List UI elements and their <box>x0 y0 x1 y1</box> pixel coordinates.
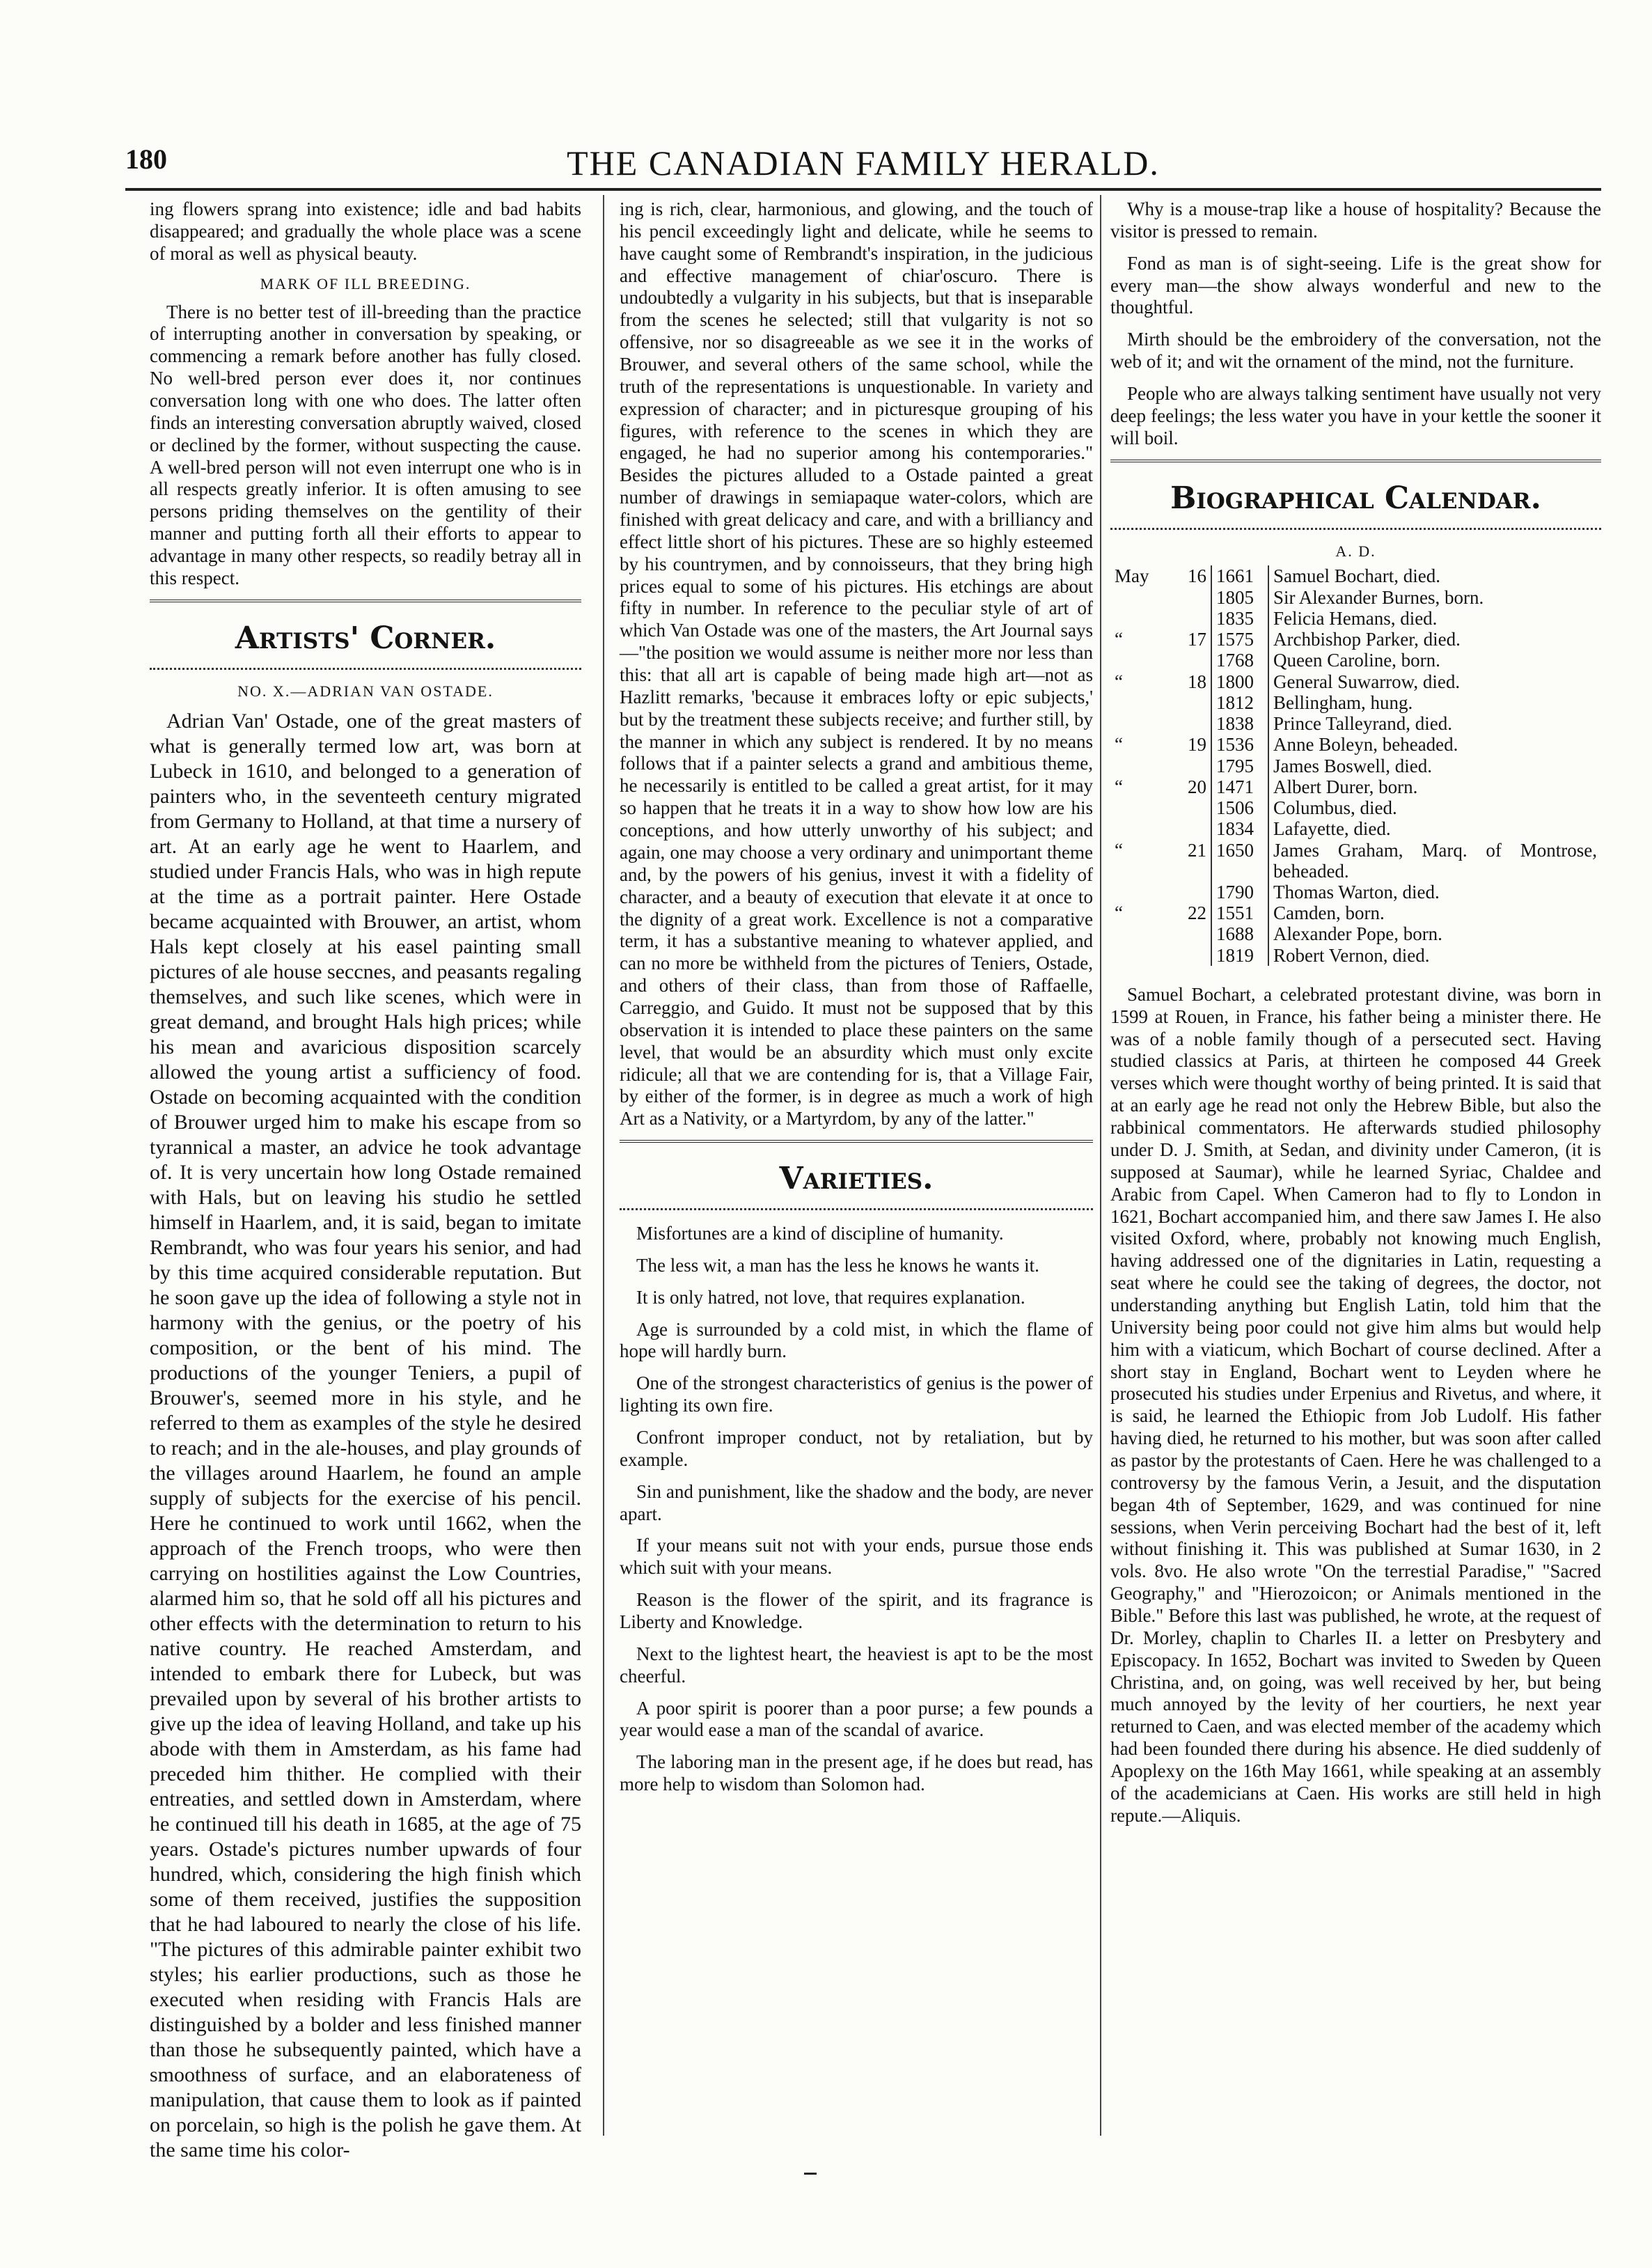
ornamental-rule <box>1110 521 1601 530</box>
variety-item: Reason is the flower of the spirit, and its fragrance is Liberty and Knowledge. <box>620 1589 1093 1633</box>
calendar-day <box>1174 692 1211 713</box>
calendar-row <box>1110 629 1601 650</box>
calendar-month: “ <box>1115 734 1123 756</box>
calendar-year: 1800 <box>1211 671 1268 692</box>
section-divider <box>150 600 581 615</box>
variety-item: The laboring man in the present age, if he does but read, has more help to wisdom than Solomon had. <box>620 1751 1093 1795</box>
calendar-row <box>1110 797 1601 818</box>
calendar-row <box>1110 756 1601 776</box>
calendar-month <box>1110 608 1174 629</box>
calendar-year: 1506 <box>1211 797 1268 818</box>
calendar-year: 1812 <box>1211 692 1268 713</box>
article-body: Adrian Van' Ostade, one of the great masters of what is generally termed low art, was born at Lubeck in 1610, and belonged to a generation of painters who, in the seventeeth century migrated from Germany to Holland, at that time a nursery of art. At an early age he went to Haarlem, and studied under Francis Hals, who was in high repute at the time as a portrait painter. Here Ostade became acquainted with Brouwer, an artist, whom Hals kept closely at his easel painting small pictures of ale house seccnes, and peasants regaling themselves, and such like scenes, which were in great demand, and brought Hals high prices; while his mean and avaricious disposition scarcely allowed the young artist a sufficiency of food. Ostade on becoming acquainted with the condition of Brouwer urged him to make his escape from so tyrannical a master, an advice he took advantage of. It is very uncertain how long Ostade remained with Hals, but on leaving his studio he settled himself in Haarlem, and, it is said, began to imitate Rembrandt, who was four years his senior, and had by this time acquired considerable reputation. But he soon gave up the idea of following a style not in harmony with the genius, or the poetry of his composition, or the bent of his mind. The productions of the younger Teniers, a pupil of Brouwer's, seemed more in his style, and he referred to them as examples of the style he desired to reach; and in the ale-houses, and play grounds of the villages around Haarlem, he found an ample supply of subjects for the exercise of his pencil. Here he continued to work until 1662, when the approach of the French troops, who were then carrying on hostilities against the Low Countries, alarmed him so, that he sold off all his pictures and other effects with the determination to return to his native country. He reached Amsterdam, and intended to embark there for Lubeck, but was prevailed upon by several of his brother artists to give up the idea of leaving Holland, and take up his abode with them in Amsterdam, as his fame had preceded him thither. He complied with their entreaties, and settled down in Amsterdam, where he continued till his death in 1685, at the age of 75 years. Ostade's pictures number upwards of four hundred, which, considering the high finish which some of them received, justifies the supposition that he had laboured to nearly the close of his life. "The pictures of this admirable painter exhibit two styles; his earlier productions, such as those he executed when residing with Francis Hals are distinguished by a bolder and less finished manner than those he subsequently painted, which have a smoothness of surface, and an elaborateness of manipulation, that cause them to look as if painted on porcelain, so high is the polish he gave them. At the same time his color- <box>150 709 581 2161</box>
calendar-row <box>1110 882 1601 902</box>
varieties-title: Varieties. <box>779 1161 934 1197</box>
calendar-row <box>1110 671 1601 692</box>
calendar-year: 1835 <box>1211 608 1268 629</box>
calendar-month <box>1110 923 1174 944</box>
calendar-row <box>1110 608 1601 629</box>
calendar-event: General Suwarrow, died. <box>1273 671 1461 692</box>
calendar-day: 22 <box>1188 902 1206 924</box>
calendar-event: Queen Caroline, born. <box>1273 650 1440 671</box>
calendar-day <box>1174 756 1211 776</box>
variety-item: Why is a mouse-trap like a house of hospitality? Because the visitor is pressed to remain. <box>1110 198 1601 242</box>
header-rule <box>125 188 1601 191</box>
calendar-event: Albert Durer, born. <box>1273 776 1418 797</box>
column-2 <box>620 198 1093 2143</box>
calendar-day <box>1174 923 1211 944</box>
calendar-year: 1536 <box>1211 734 1268 755</box>
variety-item: Fond as man is of sight-seeing. Life is the great show for every man—the show always wonderful and new to the thoughtful. <box>1110 252 1601 318</box>
variety-item: If your means suit not with your ends, pursue those ends which suit with your means. <box>620 1535 1093 1579</box>
calendar-event: Samuel Bochart, died. <box>1273 565 1440 587</box>
calendar-day: 16 <box>1188 565 1206 587</box>
column-divider <box>603 195 604 2136</box>
calendar-event: James Boswell, died. <box>1273 755 1432 776</box>
variety-item: Confront improper conduct, not by retaliation, but by example. <box>620 1427 1093 1470</box>
page-header <box>125 143 1601 191</box>
variety-item: The less wit, a man has the less he knows he wants it. <box>636 1254 1039 1276</box>
calendar-event: Alexander Pope, born. <box>1273 923 1442 945</box>
calendar-year: 1575 <box>1211 629 1268 650</box>
calendar-year: 1838 <box>1211 713 1268 734</box>
calendar-event: Anne Boleyn, beheaded. <box>1273 734 1458 756</box>
calendar-month <box>1110 650 1174 671</box>
paragraph: ing flowers sprang into existence; idle and bad habits disappeared; and gradually the whole place was a scene of moral as well as physical beauty. <box>150 198 581 264</box>
calendar-month <box>1110 882 1174 902</box>
calendar-year: 1805 <box>1211 587 1268 608</box>
calendar-month: “ <box>1115 776 1123 797</box>
calendar-month <box>1110 818 1174 839</box>
calendar-event: Prince Talleyrand, died. <box>1273 713 1453 735</box>
variety-item: A poor spirit is poorer than a poor purse; a few pounds a year would ease a man of the scandal of avarice. <box>620 1697 1093 1741</box>
calendar-year: 1795 <box>1211 756 1268 776</box>
bochart-biography: Samuel Bochart, a celebrated protestant divine, was born in 1599 at Rouen, in France, his father being a minister there. He was of a noble family though of a persecuted sect. Having studied classics at Paris, at thirteen he composed 44 Greek verses which were thought worthy of being printed. It is said that at an early age he read not only the Hebrew Bible, but also the rabbinical commentators. He afterwards studied philosophy under D. J. Smith, at Sedan, and divinity under Cameron, (it is supposed at Saumar), while he learned Syriac, Chaldee and Arabic from Capel. When Cameron had to fly to London in 1621, Bochart accompanied him, and there saw James I. He also visited Oxford, where, probably not knowing much English, having addressed one of the dignitaries in Latin, requesting a seat where he could see the taking of degrees, the doctor, not understanding anything but English Latin, told him that the University being poor could not give him alms but would help him with a viaticum, which Bochart of course declined. After a short stay in England, Bochart went to Leyden where he prosecuted his studies under Erpenius and Rivetus, and where, it is said, he learned the Ethiopic from Job Ludolf. His father having died, he returned to his mother, but was soon after called as pastor by the protestants of Caen. Here he was challenged to a controversy by the famous Verin, a Jesuit, and the disputation began 4th of September, 1629, and was continued for nine sessions, when Verin perceiving Bochart had the best of it, left without finishing it. This was published at Sumar 1630, in 2 vols. 8vo. He also wrote "On the terrestial Paradise," "Sacred Geography," and "Hierozoicon; or Animals mentioned in the Bible." Before this last was published, he wrote, at the request of Dr. Morley, chaplin to Charles II. a letter on Presbytery and Episcopacy. In 1652, Bochart was invited to Sweden by Queen Christina, and, on going, was well received by her, but being much annoyed by the levity of her courtiers, he next year returned to Caen, and was elected member of the academy which had been founded there during his absence. He died suddenly of Apoplexy on the 16th May 1661, while speaking at an assembly of the academicians at Caen. His works are still held in high repute.—Aliquis. <box>1110 983 1601 1826</box>
calendar-event: Lafayette, died. <box>1273 818 1391 840</box>
calendar-event: Columbus, died. <box>1273 797 1397 819</box>
variety-item: People who are always talking sentiment have usually not very deep feelings; the less water you have in your kettle the sooner it will boil. <box>1110 383 1601 448</box>
section-divider <box>620 1140 1093 1155</box>
calendar-event: Robert Vernon, died. <box>1273 944 1430 966</box>
calendar-month: “ <box>1115 839 1123 861</box>
calendar-row <box>1110 818 1601 839</box>
calendar-year: 1551 <box>1211 902 1268 923</box>
variety-item: Sin and punishment, like the shadow and the body, are never apart. <box>620 1480 1093 1524</box>
calendar-event: Felicia Hemans, died. <box>1273 607 1438 629</box>
calendar-row <box>1110 902 1601 923</box>
calendar-month <box>1110 692 1174 713</box>
variety-item: One of the strongest characteristics of genius is the power of lighting its own fire. <box>620 1372 1093 1416</box>
calendar-day <box>1174 882 1211 902</box>
calendar-day: 17 <box>1188 629 1206 650</box>
column-divider <box>1100 195 1101 2136</box>
calendar-month: “ <box>1115 629 1123 650</box>
calendar-month <box>1110 797 1174 818</box>
calendar-year: 1661 <box>1211 565 1268 586</box>
calendar-year: 1768 <box>1211 650 1268 671</box>
column-1 <box>150 198 581 2161</box>
variety-item: Misfortunes are a kind of discipline of humanity. <box>636 1223 1004 1244</box>
calendar-year: 1834 <box>1211 818 1268 839</box>
calendar-row <box>1110 650 1601 671</box>
column-3 <box>1110 198 1601 2143</box>
calendar-year: 1790 <box>1211 882 1268 902</box>
calendar-event: Bellingham, hung. <box>1273 691 1413 713</box>
calendar-day <box>1174 650 1211 671</box>
ornamental-rule <box>620 1201 1093 1210</box>
calendar-day: 21 <box>1188 839 1206 861</box>
calendar-day: 19 <box>1188 734 1206 756</box>
calendar-day <box>1174 945 1211 966</box>
calendar-event: Archbishop Parker, died. <box>1273 629 1461 650</box>
calendar-year: 1471 <box>1211 776 1268 797</box>
calendar-row <box>1110 840 1601 882</box>
footer-mark <box>804 2173 817 2175</box>
biographical-calendar-title: Biographical Calendar. <box>1170 480 1541 516</box>
calendar-event: Thomas Warton, died. <box>1273 881 1440 902</box>
calendar-month: “ <box>1115 902 1123 924</box>
calendar-row <box>1110 565 1601 586</box>
article-body-continued: ing is rich, clear, harmonious, and glowing, and the touch of his pencil exceedingly light and delicate, while he seems to have caught some of Rembrandt's inspiration, in the judicious and effective management of chiar'oscuro. There is undoubtedly a vulgarity in his subjects, but that is inseparable from the scenes he selected; still that vulgarity is not so offensive, nor so disagreeable as we see it in the works of Brouwer, and several others of the same school, while the truth of the representations is unquestionable. In variety and expression of character; and in picturesque grouping of his figures, with reference to the scenes in which they are engaged, he had no superior among his contemporaries." Besides the pictures alluded to a Ostade painted a great number of drawings in semiapaque water-colors, which are finished with great delicacy and care, and with a brilliancy and effect little short of his pictures. These are so highly esteemed by his countrymen, and by connoisseurs, that they bring high prices equal to some of his pictures. His etchings are about fifty in number. In reference to the peculiar style of art of which Van Ostade was one of the masters, the Art Journal says—"the position we would assume is neither more nor less than this: that all art is capable of being made high art—not as Hazlitt remarks, 'because it embraces lofty or epic subjects,' but by the treatment these subjects receive; and further still, by the manner in which any subject is rendered. It by no means follows that if a painter selects a grand and ambitious theme, he necessarily is entitled to be called a great artist, for it may so happen that he treats it in a way to show how low are his conceptions, and how utterly unworthy of his subject; and again, one may choose a very ordinary and unimportant theme and, by the powers of his genius, invest it with a fidelity of character, and a beauty of execution that elevate it at once to the dignity of a great work. Excellence is not a comparative term, it has a substantive meaning to whatever applied, and can no more be withheld from the pictures of Teniers, Ostade, and others of their class, than from those of Raffaelle, Carreggio, and Guido. It must not be supposed that by this observation it is intended to place these painters on the same level, that would be an absurdity which must only excite ridicule; all that we are contending for is, that a Village Fair, by either of the former, is in degree as much a work of high Art as a Nativity, or a Martyrdom, by any of the latter." <box>620 198 1093 1129</box>
calendar-day <box>1174 608 1211 629</box>
calendar-day: 18 <box>1188 671 1206 692</box>
page-number: 180 <box>125 143 167 175</box>
masthead-title: THE CANADIAN FAMILY HERALD. <box>567 143 1160 182</box>
calendar-year: 1688 <box>1211 923 1268 944</box>
calendar-row <box>1110 587 1601 608</box>
variety-item: Age is surrounded by a cold mist, in which the flame of hope will hardly burn. <box>620 1318 1093 1362</box>
section-subhead: MARK OF ILL BREEDING. <box>260 274 471 292</box>
calendar-row <box>1110 923 1601 944</box>
calendar-month: May <box>1115 565 1149 587</box>
calendar-row <box>1110 776 1601 797</box>
calendar-row <box>1110 692 1601 713</box>
calendar-day <box>1174 587 1211 608</box>
calendar-month <box>1110 713 1174 734</box>
calendar-table <box>1110 565 1601 965</box>
calendar-row <box>1110 713 1601 734</box>
article-title: NO. X.—ADRIAN VAN OSTADE. <box>237 682 494 700</box>
calendar-month <box>1110 756 1174 776</box>
ornamental-rule <box>150 661 581 670</box>
artists-corner-title: Artists' Corner. <box>235 620 496 656</box>
section-divider <box>1110 460 1601 475</box>
variety-item: It is only hatred, not love, that requires explanation. <box>636 1286 1025 1308</box>
calendar-day <box>1174 818 1211 839</box>
calendar-month <box>1110 587 1174 608</box>
calendar-year: 1650 <box>1211 840 1268 882</box>
variety-item: Mirth should be the embroidery of the conversation, not the web of it; and wit the ornament of the mind, not the furniture. <box>1110 329 1601 373</box>
calendar-event: Sir Alexander Burnes, born. <box>1273 586 1484 608</box>
calendar-event: Camden, born. <box>1273 902 1385 924</box>
calendar-era-label: A. D. <box>1335 542 1376 560</box>
calendar-month: “ <box>1115 671 1123 692</box>
calendar-day <box>1174 713 1211 734</box>
calendar-day <box>1174 797 1211 818</box>
variety-item: Next to the lightest heart, the heaviest is apt to be the most cheerful. <box>620 1643 1093 1687</box>
calendar-row <box>1110 945 1601 966</box>
calendar-row <box>1110 734 1601 755</box>
calendar-year: 1819 <box>1211 945 1268 966</box>
paragraph: There is no better test of ill-breeding than the practice of interrupting another in conversation by speaking, or commencing a remark before another has fully closed. No well-bred person ever does it, nor continues conversation long with one who does. The latter often finds an interesting conversation abruptly waived, closed or declined by the former, without suspecting the cause. A well-bred person will not even interrupt one who is in all respects greatly inferior. It is often amusing to see persons priding themselves on the gentility of their manner and putting forth all their efforts to appear to advantage in many other respects, so readily betray all in this respect. <box>150 301 581 588</box>
calendar-month <box>1110 945 1174 966</box>
calendar-day: 20 <box>1188 776 1206 797</box>
calendar-event: James Graham, Marq. of Montrose, beheaded. <box>1273 839 1597 882</box>
